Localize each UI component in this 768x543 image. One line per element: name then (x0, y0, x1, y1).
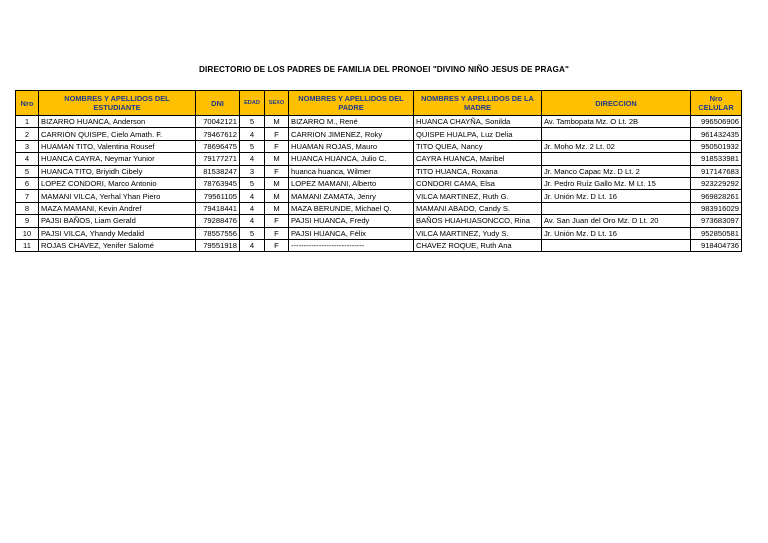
cell-student: MAMANI VILCA, Yerhal Yhan Piero (39, 190, 196, 202)
cell-dni: 79561105 (196, 190, 240, 202)
cell-mother: BAÑOS HUAHUASONCCO, Rina (414, 215, 542, 227)
cell-celular: 918404736 (691, 239, 742, 251)
table-row (16, 153, 742, 165)
table-row (16, 177, 742, 189)
table-row (16, 239, 742, 251)
cell-student: ROJAS CHAVEZ, Yenifer Salomé (39, 239, 196, 251)
cell-nro: 5 (16, 165, 39, 177)
cell-dni: 79418441 (196, 202, 240, 214)
cell-edad: 4 (240, 202, 265, 214)
cell-celular: 983916029 (691, 202, 742, 214)
cell-celular: 923229292 (691, 177, 742, 189)
cell-nro: 7 (16, 190, 39, 202)
cell-dni: 70042121 (196, 116, 240, 128)
cell-sexo: F (265, 239, 289, 251)
cell-direccion: Jr. Manco Capac Mz. D Lt. 2 (542, 165, 691, 177)
cell-nro: 3 (16, 140, 39, 152)
cell-sexo: F (265, 140, 289, 152)
cell-celular: 950501932 (691, 140, 742, 152)
cell-dni: 78696475 (196, 140, 240, 152)
cell-mother: MAMANI ABADO, Candy S. (414, 202, 542, 214)
cell-direccion: Av. Tambopata Mz. O Lt. 2B (542, 116, 691, 128)
cell-father: ----------------------------- (289, 239, 414, 251)
cell-father: HUANCA HUANCA, Julio C. (289, 153, 414, 165)
cell-sexo: F (265, 128, 289, 140)
cell-father: CARRION JIMENEZ, Roky (289, 128, 414, 140)
cell-student: HUAMAN TITO, Valentina Rousef (39, 140, 196, 152)
cell-edad: 5 (240, 227, 265, 239)
header-student: NOMBRES Y APELLIDOS DEL ESTUDIANTE (39, 91, 196, 116)
cell-mother: CAYRA HUANCA, Maribel (414, 153, 542, 165)
parents-directory-table (15, 90, 742, 252)
document-title: DIRECTORIO DE LOS PADRES DE FAMILIA DEL PRONOEI "DIVINO NIÑO JESUS DE PRAGA" (199, 65, 569, 74)
table-row (16, 227, 742, 239)
cell-nro: 9 (16, 215, 39, 227)
cell-father: HUAMAN ROJAS, Mauro (289, 140, 414, 152)
cell-direccion (542, 128, 691, 140)
cell-nro: 10 (16, 227, 39, 239)
table-row (16, 165, 742, 177)
cell-father: MAMANI ZAMATA, Jenry (289, 190, 414, 202)
cell-celular: 969828261 (691, 190, 742, 202)
cell-student: PAJSI BAÑOS, Liam Gerald (39, 215, 196, 227)
cell-dni: 81538247 (196, 165, 240, 177)
cell-edad: 4 (240, 239, 265, 251)
cell-celular: 952850581 (691, 227, 742, 239)
cell-father: BIZARRO M., René (289, 116, 414, 128)
cell-mother: VILCA MARTINEZ, Yudy S. (414, 227, 542, 239)
cell-student: PAJSI VILCA, Yhandy Medalid (39, 227, 196, 239)
cell-student: MAZA MAMANI, Kevin Andref (39, 202, 196, 214)
table-row (16, 202, 742, 214)
cell-dni: 79177271 (196, 153, 240, 165)
cell-sexo: F (265, 215, 289, 227)
cell-sexo: F (265, 165, 289, 177)
cell-direccion: Jr. Unión Mz. D Lt. 16 (542, 190, 691, 202)
cell-mother: VILCA MARTINEZ, Ruth G. (414, 190, 542, 202)
cell-mother: TITO HUANCA, Roxana (414, 165, 542, 177)
cell-edad: 5 (240, 177, 265, 189)
table-row (16, 128, 742, 140)
header-father: NOMBRES Y APELLIDOS DEL PADRE (289, 91, 414, 116)
cell-direccion (542, 202, 691, 214)
cell-direccion: Av. San Juan del Oro Mz. D Lt. 20 (542, 215, 691, 227)
cell-nro: 4 (16, 153, 39, 165)
cell-student: HUANCA TITO, Briyidh Cibely (39, 165, 196, 177)
header-mother: NOMBRES Y APELLIDOS DE LA MADRE (414, 91, 542, 116)
table-row (16, 190, 742, 202)
cell-nro: 2 (16, 128, 39, 140)
cell-edad: 4 (240, 215, 265, 227)
header-sexo: SEXO (265, 91, 289, 116)
cell-dni: 78557556 (196, 227, 240, 239)
cell-father: PAJSI HUANCA, Félix (289, 227, 414, 239)
cell-nro: 6 (16, 177, 39, 189)
cell-sexo: M (265, 177, 289, 189)
cell-mother: CHAVEZ ROQUE, Ruth Ana (414, 239, 542, 251)
cell-direccion: Jr. Unión Mz. D Lt. 16 (542, 227, 691, 239)
cell-mother: TITO QUEA, Nancy (414, 140, 542, 152)
cell-dni: 78763945 (196, 177, 240, 189)
cell-direccion: Jr. Pedro Ruíz Gallo Mz. M Lt. 15 (542, 177, 691, 189)
cell-dni: 79551918 (196, 239, 240, 251)
cell-student: LOPEZ CONDORI, Marco Antonio (39, 177, 196, 189)
cell-father: LOPEZ MAMANI, Alberto (289, 177, 414, 189)
cell-edad: 4 (240, 153, 265, 165)
table-row (16, 116, 742, 128)
cell-father: huanca huanca, Wilmer (289, 165, 414, 177)
cell-nro: 11 (16, 239, 39, 251)
cell-mother: QUISPE HUALPA, Luz Delia (414, 128, 542, 140)
header-celular: Nro CELULAR (691, 91, 742, 116)
cell-mother: CONDORI CAMA, Elsa (414, 177, 542, 189)
cell-direccion (542, 239, 691, 251)
cell-edad: 3 (240, 165, 265, 177)
cell-edad: 4 (240, 128, 265, 140)
cell-sexo: M (265, 153, 289, 165)
cell-sexo: M (265, 116, 289, 128)
cell-celular: 961432435 (691, 128, 742, 140)
cell-sexo: F (265, 227, 289, 239)
cell-edad: 5 (240, 116, 265, 128)
header-nro: Nro (16, 91, 39, 116)
cell-celular: 973683097 (691, 215, 742, 227)
cell-edad: 5 (240, 140, 265, 152)
cell-mother: HUANCA CHAYÑA, Sonilda (414, 116, 542, 128)
cell-nro: 1 (16, 116, 39, 128)
cell-student: HUANCA CAYRA, Neymar Yunior (39, 153, 196, 165)
cell-edad: 4 (240, 190, 265, 202)
table-header-row (16, 91, 742, 116)
cell-celular: 917147683 (691, 165, 742, 177)
cell-student: BIZARRO HUANCA, Anderson (39, 116, 196, 128)
cell-sexo: M (265, 190, 289, 202)
cell-dni: 79467612 (196, 128, 240, 140)
header-edad: EDAD (240, 91, 265, 116)
cell-student: CARRION QUISPE, Cielo Amath. F. (39, 128, 196, 140)
cell-direccion: Jr. Moho Mz. 2 Lt. 02 (542, 140, 691, 152)
header-dni: DNI (196, 91, 240, 116)
cell-father: MAZA BERUNDE, Michael Q. (289, 202, 414, 214)
table-row (16, 215, 742, 227)
table-row (16, 140, 742, 152)
cell-direccion (542, 153, 691, 165)
cell-sexo: M (265, 202, 289, 214)
cell-celular: 996506906 (691, 116, 742, 128)
header-direccion: DIRECCION (542, 91, 691, 116)
cell-dni: 79288476 (196, 215, 240, 227)
cell-father: PAJSI HUANCA, Fredy (289, 215, 414, 227)
cell-nro: 8 (16, 202, 39, 214)
cell-celular: 918533981 (691, 153, 742, 165)
